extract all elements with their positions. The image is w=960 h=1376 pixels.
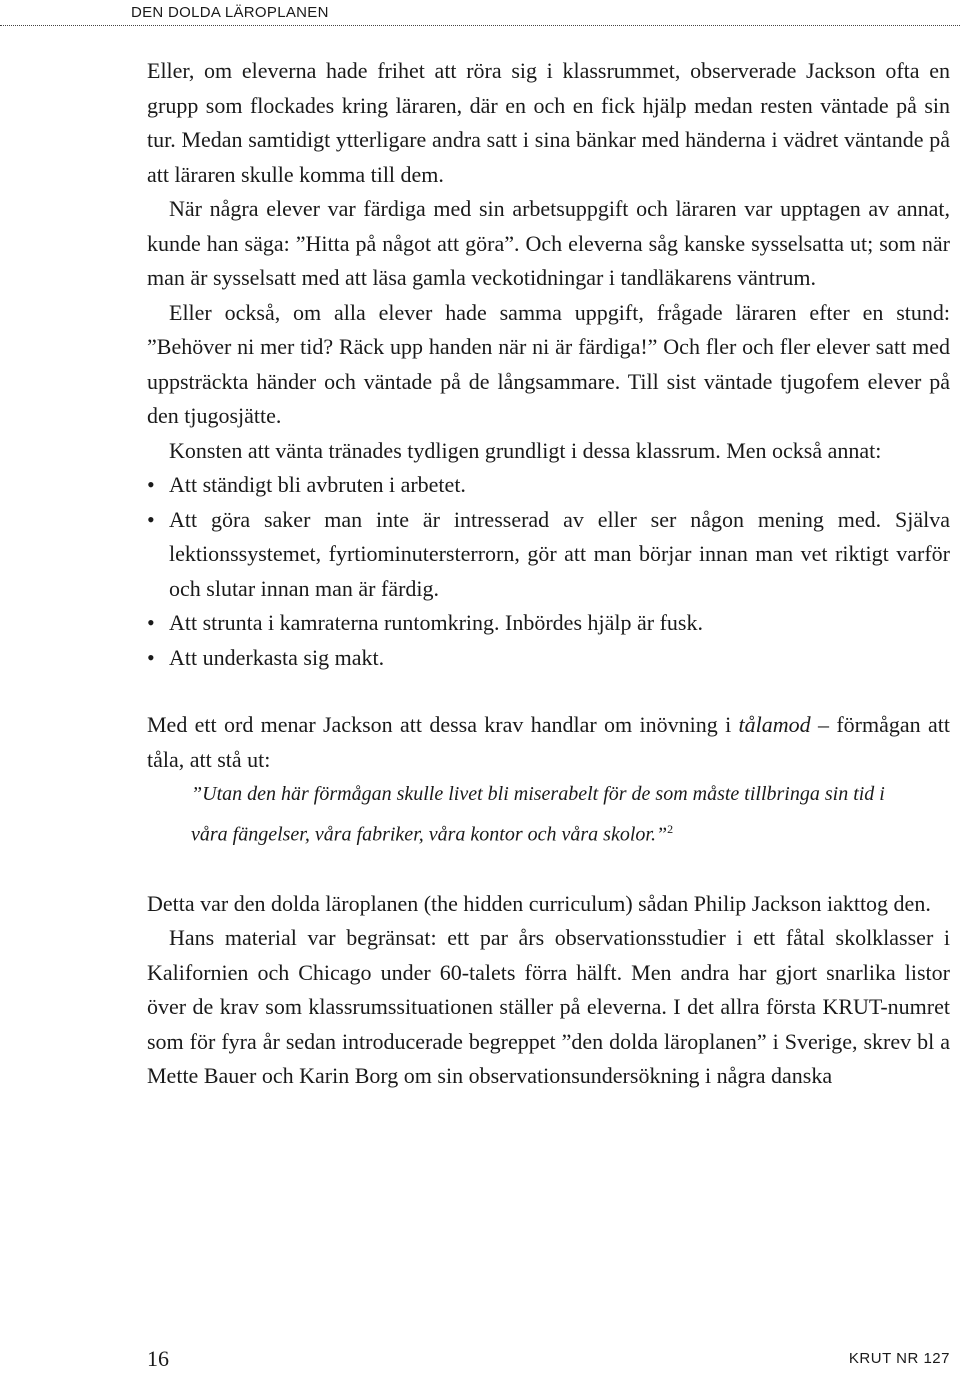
footnote-marker: 2	[667, 822, 674, 836]
paragraph: Eller också, om alla elever hade samma uppgift, frågade läraren efter en stund: ”Behöver ni mer tid? Räck upp handen när ni är färdiga!” Och fler och fler elever satt med uppsträckta händer och väntade på de långsammare. Till sist väntade tjugofem elever på den tjugosjätte.	[147, 299, 950, 428]
quote-text: ”Utan den här förmågan skulle livet bli miserabelt för de som måste tillbringa sin tid i våra fängelser, våra fabriker, våra kontor och våra skolor.”	[191, 783, 885, 846]
paragraph: Konsten att vänta tränades tydligen grundligt i dessa klassrum. Men också annat:	[169, 437, 882, 463]
list-item: • Att strunta i kamraterna runtomkring. Inbördes hjälp är fusk.	[147, 606, 950, 641]
page-number: 16	[147, 1346, 169, 1371]
list-item: • Att göra saker man inte är intresserad av eller ser någon mening med. Själva lektionssystemet, fyrtiominutersterrorn, gör att man börjar innan man vet riktigt varför och slutar innan man är färdig.	[147, 503, 950, 607]
paragraph: När några elever var färdiga med sin arbetsuppgift och läraren var upptagen av annat, kunde han säga: ”Hitta på något att göra”. Och eleverna såg kanske sysselsatta ut; som när man är sysselsatt med att läsa gamla veckotidningar i tandläkarens väntrum.	[147, 196, 950, 290]
paragraph: Hans material var begränsat: ett par års observationsstudier i ett fåtal skolklasser i Kalifornien och Chicago under 60-talets förra hälft. Men andra har gjort snarlika listor över de krav som klassrumssituationen ställer på eleverna. I det allra första KRUT-numret som för fyra år sedan introducerade begreppet ”den dolda läroplanen” i Sverige, skrev bl a Mette Bauer och Karin Borg om sin observationsundersökning i några danska	[147, 925, 950, 1089]
body-text	[147, 54, 950, 1094]
emphasis-term: tålamod	[738, 712, 811, 737]
section-gap	[147, 675, 950, 708]
intro-text: Med ett ord menar Jackson att dessa krav handlar om inövning i	[147, 712, 739, 737]
list-item: • Att underkasta sig makt.	[147, 641, 950, 676]
journal-issue: KRUT NR 127	[848, 1350, 950, 1367]
header-divider	[0, 25, 960, 26]
bullet-list	[147, 468, 950, 675]
block-quote	[191, 777, 891, 853]
running-head: DEN DOLDA LÄROPLANEN	[131, 4, 329, 21]
intro-text-end: – förmågan att tåla, att stå ut:	[147, 712, 950, 772]
paragraph: Eller, om eleverna hade frihet att röra sig i klassrummet, observerade Jackson ofta en grupp som flockades kring läraren, där en och en fick hjälp medan resten väntade på sin tur. Medan samtidigt ytterligare andra satt i sina bänkar med händerna i vädret väntande på att läraren skulle komma till dem.	[147, 58, 950, 187]
section-gap	[147, 853, 950, 887]
intro-paragraph	[147, 708, 950, 777]
paragraph: Detta var den dolda läroplanen (the hidden curriculum) sådan Philip Jackson iakttog den.	[147, 890, 931, 916]
list-item: • Att ständigt bli avbruten i arbetet.	[147, 468, 950, 503]
